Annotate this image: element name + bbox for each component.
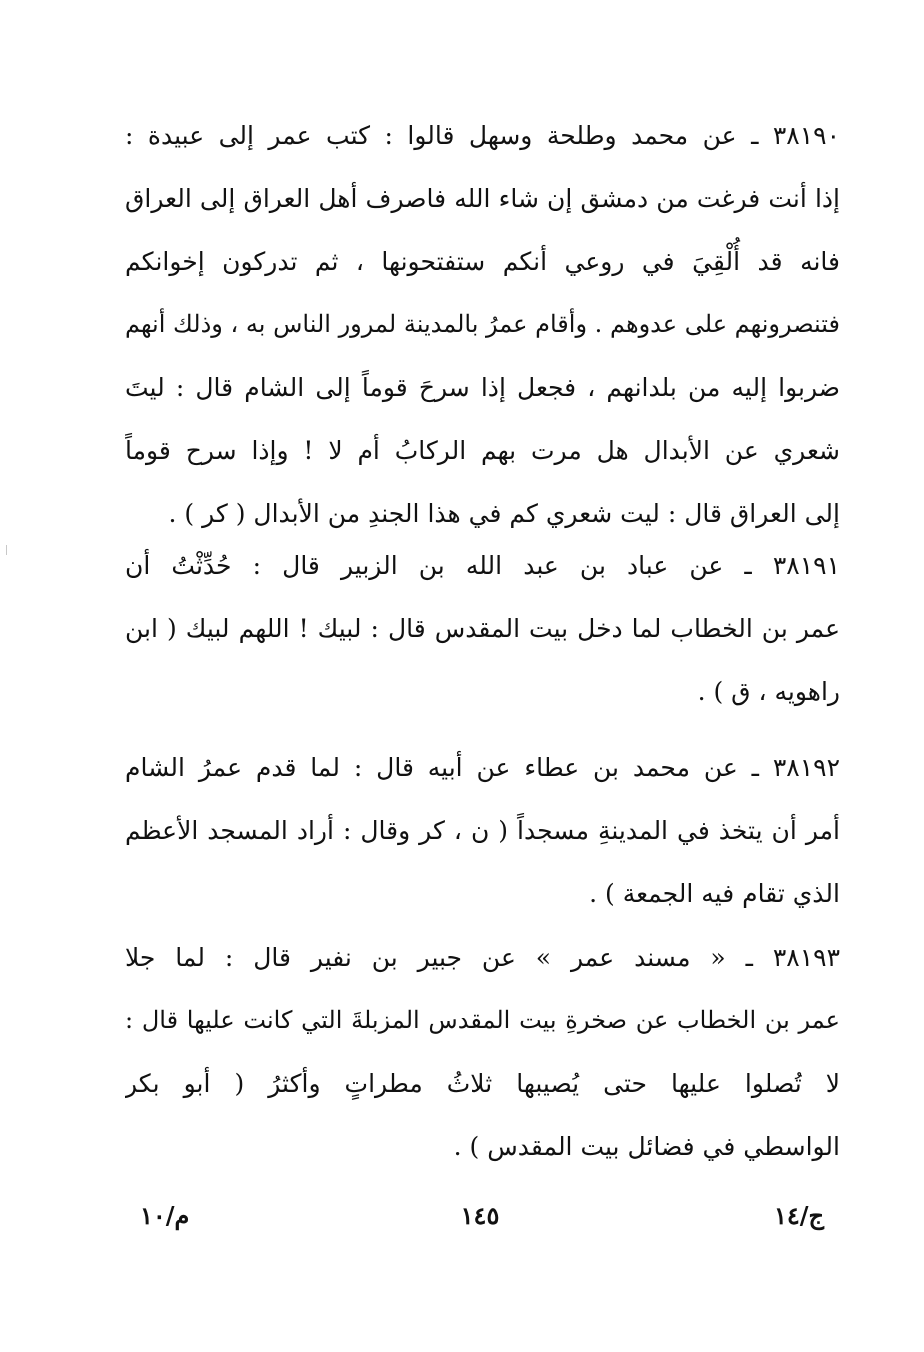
signature-marker: م/١٠ [140, 1201, 190, 1230]
hadith-line: ضربوا إليه من بلدانهم ، فجعل إذا سرحَ قوماً إلى الشام قال : ليتَ [125, 373, 840, 402]
scan-margin-mark [6, 545, 7, 555]
volume-marker: ج/١٤ [773, 1201, 824, 1230]
hadith-line: شعري عن الأبدال هل مرت بهم الركابُ أم لا ! وإذا سرح قوماً [125, 436, 840, 465]
hadith-line: إلى العراق قال : ليت شعري كم في هذا الجندِ من الأبدال ( كر ) . [168, 499, 840, 528]
hadith-line: فانه قد أُلْقِيَ في روعي أنكم ستفتحونها ، ثم تدركون إخوانكم [125, 247, 840, 276]
hadith-line: عمر بن الخطاب عن صخرةِ بيت المقدس المزبلةَ التي كانت عليها قال : [125, 1006, 840, 1034]
hadith-line: الذي تقام فيه الجمعة ) . [589, 879, 840, 908]
hadith-line: عمر بن الخطاب لما دخل بيت المقدس قال : لبيك ! اللهم لبيك ( ابن [125, 614, 840, 643]
hadith-38192 [125, 736, 840, 925]
hadith-line: ٣٨١٩٠ ـ عن محمد وطلحة وسهل قالوا : كتب عمر إلى عبيدة : [125, 121, 840, 150]
page-number: ١٤٥ [460, 1201, 500, 1230]
hadith-line: إذا أنت فرغت من دمشق إن شاء الله فاصرف أهل العراق إلى العراق [125, 184, 840, 213]
hadith-line: ٣٨١٩١ ـ عن عباد بن عبد الله بن الزبير قال : حُدِّثْتُ أن [125, 551, 840, 580]
hadith-line: ٣٨١٩٣ ـ « مسند عمر » عن جبير بن نفير قال : لما جلا [125, 943, 840, 972]
hadith-line: لا تُصلوا عليها حتى يُصيبها ثلاثُ مطراتٍ وأكثرُ ( أبو بكر [125, 1069, 840, 1098]
hadith-line: أمر أن يتخذ في المدينةِ مسجداً ( ن ، كر وقال : أراد المسجد الأعظم [125, 816, 840, 845]
hadith-line: ٣٨١٩٢ ـ عن محمد بن عطاء عن أبيه قال : لما قدم عمرُ الشام [125, 753, 840, 782]
hadith-38193 [125, 926, 840, 1178]
hadith-line: فتنصرونهم على عدوهم . وأقام عمرُ بالمدينة لمرور الناس به ، وذلك أنهم [125, 310, 840, 338]
hadith-line: الواسطي في فضائل بيت المقدس ) . [453, 1132, 840, 1161]
hadith-38190 [125, 104, 840, 545]
hadith-line: راهويه ، ق ) . [697, 677, 840, 706]
hadith-38191 [125, 534, 840, 723]
